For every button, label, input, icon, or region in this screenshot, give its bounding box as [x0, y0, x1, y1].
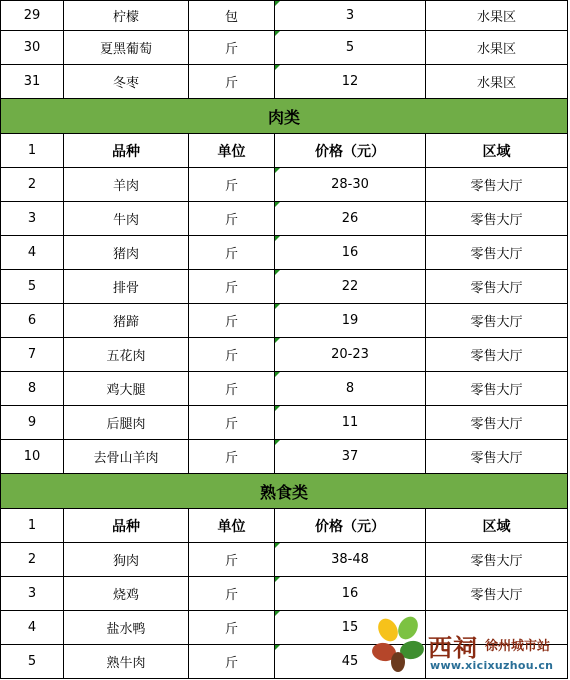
cell-price: 15	[275, 611, 426, 645]
header-name: 品种	[64, 509, 189, 543]
cell-unit: 斤	[189, 202, 275, 236]
cell-no: 7	[1, 338, 64, 372]
cell-area: 水果区	[426, 1, 568, 31]
table-row	[1, 338, 568, 372]
cell-price: 16	[275, 577, 426, 611]
header-area: 区域	[426, 134, 568, 168]
cell-unit: 斤	[189, 543, 275, 577]
cell-no: 30	[1, 31, 64, 65]
header-row	[1, 509, 568, 543]
cell-unit: 斤	[189, 645, 275, 679]
cell-price: 20-23	[275, 338, 426, 372]
cell-area: 零售大厅	[426, 338, 568, 372]
cell-no: 29	[1, 1, 64, 31]
cell-unit: 斤	[189, 31, 275, 65]
cell-name: 五花肉	[64, 338, 189, 372]
cell-no: 3	[1, 202, 64, 236]
cell-name: 鸡大腿	[64, 372, 189, 406]
cell-unit: 斤	[189, 65, 275, 99]
watermark-title: 西祠	[428, 633, 478, 662]
header-name: 品种	[64, 134, 189, 168]
cell-unit: 包	[189, 1, 275, 31]
table-row	[1, 270, 568, 304]
cell-price: 19	[275, 304, 426, 338]
cell-no: 4	[1, 611, 64, 645]
cell-name: 去骨山羊肉	[64, 440, 189, 474]
cell-unit: 斤	[189, 236, 275, 270]
cell-price: 11	[275, 406, 426, 440]
cell-area: 零售大厅	[426, 168, 568, 202]
site-watermark	[368, 612, 570, 678]
cell-name: 狗肉	[64, 543, 189, 577]
cell-price: 12	[275, 65, 426, 99]
leaf-logo-icon	[368, 614, 428, 674]
cell-price: 5	[275, 31, 426, 65]
cell-name: 牛肉	[64, 202, 189, 236]
cell-price: 28-30	[275, 168, 426, 202]
cell-name: 夏黑葡萄	[64, 31, 189, 65]
cell-area: 零售大厅	[426, 543, 568, 577]
cell-price: 22	[275, 270, 426, 304]
cell-area: 水果区	[426, 65, 568, 99]
table-row	[1, 577, 568, 611]
cell-no: 4	[1, 236, 64, 270]
table-row	[1, 236, 568, 270]
cell-area: 零售大厅	[426, 202, 568, 236]
cell-no: 8	[1, 372, 64, 406]
table-row	[1, 372, 568, 406]
cell-no: 2	[1, 168, 64, 202]
category-row-meat	[1, 99, 568, 134]
cell-price: 26	[275, 202, 426, 236]
header-row	[1, 134, 568, 168]
cell-unit: 斤	[189, 168, 275, 202]
cell-no: 1	[1, 134, 64, 168]
cell-area: 零售大厅	[426, 372, 568, 406]
table-row	[1, 1, 568, 31]
table-row	[1, 304, 568, 338]
cell-price: 16	[275, 236, 426, 270]
table-row	[1, 543, 568, 577]
cell-name: 柠檬	[64, 1, 189, 31]
cell-area: 零售大厅	[426, 270, 568, 304]
cell-area: 零售大厅	[426, 236, 568, 270]
cell-price: 38-48	[275, 543, 426, 577]
category-row-cooked	[1, 474, 568, 509]
cell-no: 9	[1, 406, 64, 440]
cell-price: 8	[275, 372, 426, 406]
category-title: 肉类	[1, 99, 568, 134]
header-price: 价格（元）	[275, 134, 426, 168]
header-price: 价格（元）	[275, 509, 426, 543]
cell-no: 31	[1, 65, 64, 99]
cell-no: 6	[1, 304, 64, 338]
cell-area: 零售大厅	[426, 406, 568, 440]
header-unit: 单位	[189, 509, 275, 543]
cell-name: 熟牛肉	[64, 645, 189, 679]
cell-no: 5	[1, 270, 64, 304]
cell-unit: 斤	[189, 372, 275, 406]
watermark-subtitle: 徐州城市站	[485, 639, 551, 654]
cell-unit: 斤	[189, 440, 275, 474]
cell-no: 3	[1, 577, 64, 611]
table-row	[1, 65, 568, 99]
cell-unit: 斤	[189, 270, 275, 304]
cell-no: 10	[1, 440, 64, 474]
cell-name: 排骨	[64, 270, 189, 304]
cell-unit: 斤	[189, 406, 275, 440]
cell-name: 冬枣	[64, 65, 189, 99]
cell-name: 后腿肉	[64, 406, 189, 440]
cell-name: 烧鸡	[64, 577, 189, 611]
table-row	[1, 31, 568, 65]
cell-unit: 斤	[189, 577, 275, 611]
cell-unit: 斤	[189, 304, 275, 338]
cell-price: 3	[275, 1, 426, 31]
cell-area: 零售大厅	[426, 304, 568, 338]
cell-price: 37	[275, 440, 426, 474]
cell-unit: 斤	[189, 611, 275, 645]
cell-name: 猪蹄	[64, 304, 189, 338]
cell-name: 羊肉	[64, 168, 189, 202]
cell-no: 5	[1, 645, 64, 679]
table-row	[1, 202, 568, 236]
cell-area: 零售大厅	[426, 440, 568, 474]
table-row	[1, 406, 568, 440]
cell-no: 2	[1, 543, 64, 577]
cell-area: 零售大厅	[426, 577, 568, 611]
cell-name: 猪肉	[64, 236, 189, 270]
table-row	[1, 168, 568, 202]
table-row	[1, 440, 568, 474]
cell-unit: 斤	[189, 338, 275, 372]
header-unit: 单位	[189, 134, 275, 168]
cell-price: 45	[275, 645, 426, 679]
category-title: 熟食类	[1, 474, 568, 509]
cell-name: 盐水鸭	[64, 611, 189, 645]
cell-area: 水果区	[426, 31, 568, 65]
watermark-url: www.xicixuzhou.cn	[430, 659, 554, 672]
cell-no: 1	[1, 509, 64, 543]
header-area: 区域	[426, 509, 568, 543]
